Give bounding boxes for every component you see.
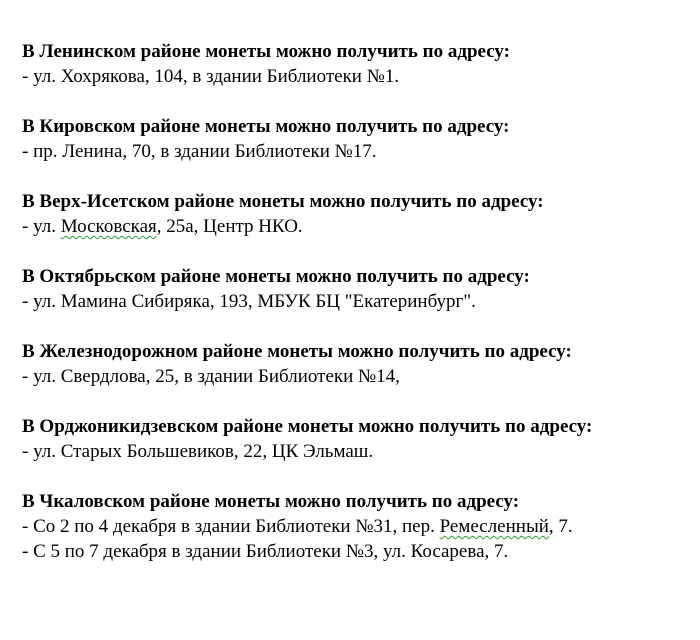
address-line <box>22 214 662 239</box>
address-prefix: - Со 2 по 4 декабря в здании Библиотеки №31, пер. <box>22 516 440 537</box>
section-heading: В Чкаловском районе монеты можно получить по адресу: <box>22 491 520 512</box>
address-suffix: , 25а, Центр НКО. <box>156 216 303 237</box>
section-zheleznodorozhny <box>22 339 662 389</box>
section-heading: В Ленинском районе монеты можно получить по адресу: <box>22 41 510 62</box>
address-line: - ул. Старых Большевиков, 22, ЦК Эльмаш. <box>22 441 374 462</box>
spellcheck-marked-word: Ремесленный <box>439 516 549 537</box>
section-kirovsky <box>22 114 662 164</box>
address-prefix: - ул. <box>22 216 61 237</box>
address-line: - С 5 по 7 декабря в здании Библиотеки №3, ул. Косарева, 7. <box>22 541 509 562</box>
address-line: - ул. Мамина Сибиряка, 193, МБУК БЦ "Екатеринбург". <box>22 291 476 312</box>
section-leninsky <box>22 39 662 89</box>
section-chkalovsky <box>22 489 662 564</box>
address-suffix: , 7. <box>548 516 573 537</box>
section-heading: В Орджоникидзевском районе монеты можно получить по адресу: <box>22 416 593 437</box>
section-heading: В Железнодорожном районе монеты можно получить по адресу: <box>22 341 572 362</box>
document-body <box>22 39 662 589</box>
section-ordzhonikidzevsky <box>22 414 662 464</box>
spellcheck-marked-word: Московская <box>60 216 157 237</box>
address-line: - пр. Ленина, 70, в здании Библиотеки №17. <box>22 141 377 162</box>
section-heading: В Октябрьском районе монеты можно получить по адресу: <box>22 266 530 287</box>
section-oktyabrsky <box>22 264 662 314</box>
section-heading: В Верх-Исетском районе монеты можно получить по адресу: <box>22 191 544 212</box>
address-line: - ул. Хохрякова, 104, в здании Библиотеки №1. <box>22 66 400 87</box>
section-verkh-isetsky <box>22 189 662 239</box>
address-line: - ул. Свердлова, 25, в здании Библиотеки №14, <box>22 366 400 387</box>
address-line <box>22 514 662 539</box>
section-heading: В Кировском районе монеты можно получить по адресу: <box>22 116 510 137</box>
